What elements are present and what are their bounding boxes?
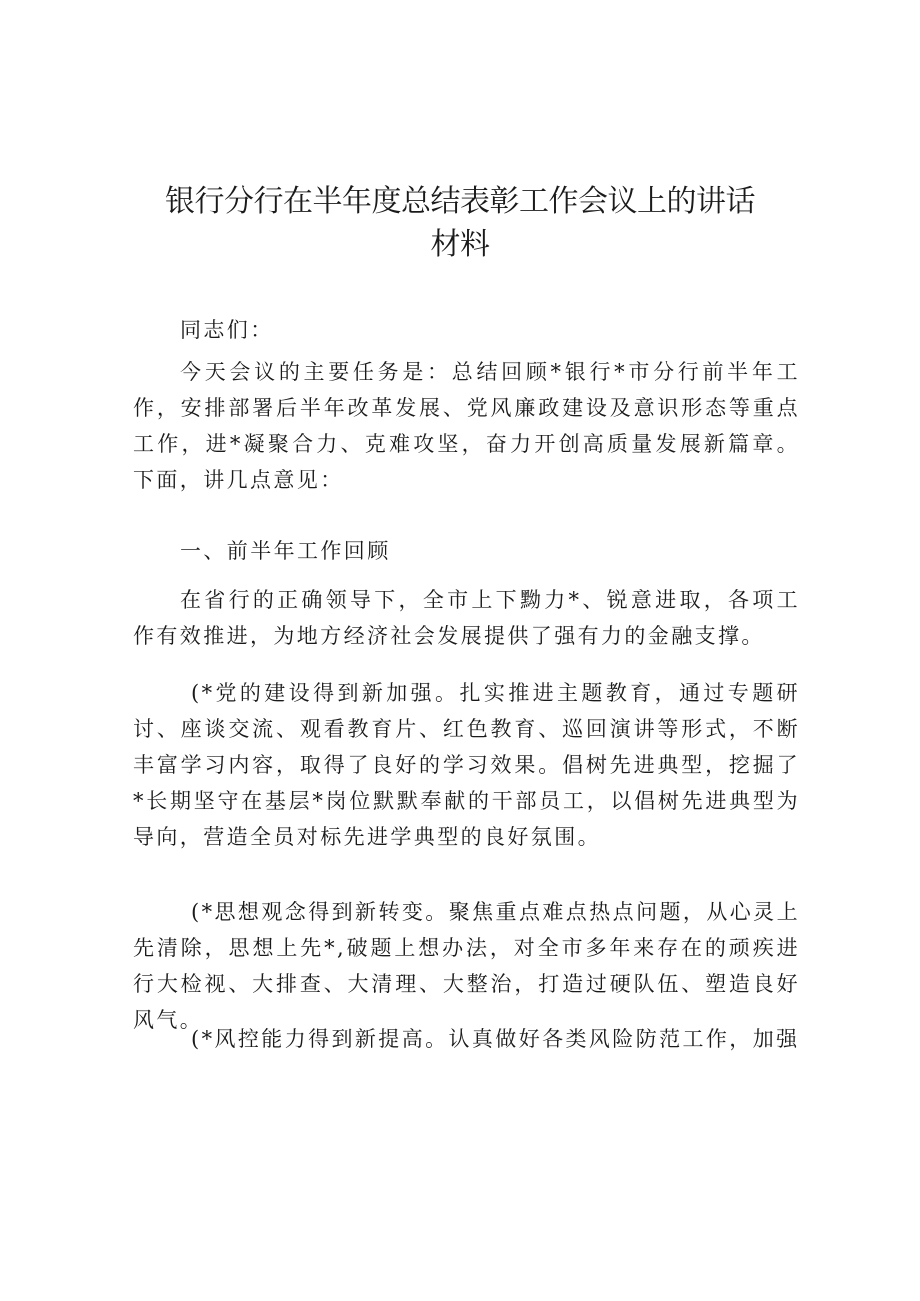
paragraph-party-building: (*党的建设得到新加强。扎实推进主题教育，通过专题研讨、座谈交流、观看教育片、红色教育、巡回演讲等形式，不断丰富学习内容，取得了良好的学习效果。倡树先进典型，挖掘了*长期坚守在基层*岗位默默奉献的干部员工，以倡树先进典型为导向，营造全员对标先进学典型的良好氛围。 bbox=[133, 681, 800, 849]
paragraph-overview: 在省行的正确领导下，全市上下黝力*、锐意进取，各项工作有效推进，为地方经济社会发展提供了强有力的金融支撑。 bbox=[133, 588, 800, 648]
paragraph-risk-control: (*风控能力得到新提高。认真做好各类风险防范工作，加强 bbox=[191, 1027, 800, 1051]
paragraph-mindset: (*思想观念得到新转变。聚焦重点难点热点问题，从心灵上先清除，思想上先*,破题上想办法，对全市多年来存在的顽疾进行大检视、大排查、大清理、大整治，打造过硬队伍、塑造良好风气。 bbox=[133, 900, 800, 1032]
title-line-1: 银行分行在半年度总结表彰工作会议上的讲话 bbox=[165, 184, 755, 219]
document-title bbox=[0, 180, 920, 266]
title-line-2: 材料 bbox=[430, 227, 490, 262]
section-heading-1: 一、前半年工作回顾 bbox=[180, 539, 391, 563]
salutation: 同志们： bbox=[180, 318, 274, 342]
paragraph-intro: 今天会议的主要任务是：总结回顾*银行*市分行前半年工作，安排部署后半年改革发展、党风廉政建设及意识形态等重点工作，进*凝聚合力、克难攻坚，奋力开创高质量发展新篇章。下面，讲几点意见： bbox=[133, 360, 800, 492]
